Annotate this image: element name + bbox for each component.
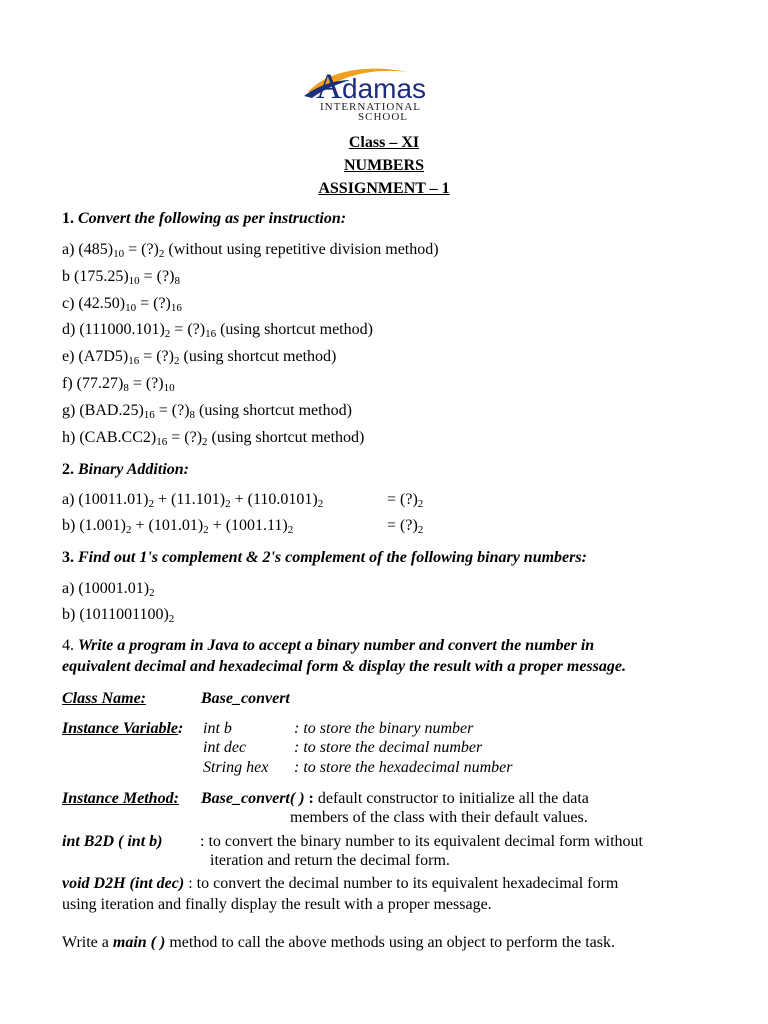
d2h-desc-2: using iteration and finally display the result with a proper message. [62,896,492,913]
d2h-method: void D2H (int dec) : to convert the decimal number to its equivalent hexadecimal form [62,875,619,892]
instance-method-label: Instance Method: [62,790,179,807]
instance-variable-desc: : to store the hexadecimal number [294,759,513,776]
svg-text:INTERNATIONAL: INTERNATIONAL [320,101,421,113]
constructor-desc-2: members of the class with their default values. [290,809,588,826]
question-4-line-2: equivalent decimal and hexadecimal form & display the result with a proper message. [62,658,626,675]
b2d-desc-2: iteration and return the decimal form. [210,852,450,869]
instance-variable-name: int dec [203,739,247,756]
question-1-item: f) $(77.27)_8$ = $(?)_{10}$ [62,375,175,394]
question-2-title: 2. Binary Addition: [62,461,189,478]
class-name-value: Base_convert [201,690,290,707]
question-3-title: 3. Find out 1's complement & 2's complement of the following binary numbers: [62,549,587,566]
instance-variable-name: String hex [203,759,269,776]
question-1-item: b $(175.25)_{10}$ = $(?)_8$ [62,268,180,287]
logo-swoosh-icon [298,62,474,122]
question-4-line-1: 4. Write a program in Java to accept a binary number and convert the number in [62,637,595,654]
question-1-title: 1. Convert the following as per instruction: [62,210,347,227]
question-3-item-a: a) $(10001.01)_2$ [62,580,155,599]
question-1-item: g) $(BAD.25)_{16}$ = $(?)_8$ (using shortcut method) [62,402,352,421]
instance-variable-desc: : to store the binary number [294,720,474,737]
svg-text:A: A [316,66,342,106]
class-heading: Class – XI [348,134,420,151]
question-2-item-b: b) $(1.001)_2 + (101.01)_2 + (1001.11)_2$ [62,517,294,536]
svg-text:SCHOOL: SCHOOL [358,111,409,122]
question-1-item: e) $(A7D5)_{16}$ = $(?)_2$ (using shortcut method) [62,348,337,367]
main-method-instruction: Write a main ( ) method to call the above methods using an object to perform the task. [62,934,616,951]
assignment-heading: ASSIGNMENT – 1 [318,180,450,197]
question-2-item-a: a) $(10011.01)_2 + (11.101)_2 + (110.0101)_2$ [62,491,324,510]
b2d-method: int B2D ( int b) [62,833,163,850]
instance-variable-name: int b [203,720,232,737]
question-2-result-b: = $(?)_2$ [387,517,424,536]
class-name-label: Class Name: [62,690,146,707]
constructor-line: Base_convert( ) : default constructor to initialize all the data [201,790,589,807]
question-1-item: c) $(42.50)_{10}$ = $(?)_{16}$ [62,295,182,314]
question-1-item: h) $(CAB.CC2)_{16}$ = $(?)_2$ (using shortcut method) [62,429,365,448]
subject-heading: NUMBERS [343,157,424,174]
question-1-item: a) $(485)_{10}$ = $(?)_2$ (without using repetitive division method) [62,241,439,260]
instance-variable-label: Instance Variable: [62,720,184,737]
b2d-desc-1: : to convert the binary number to its equivalent decimal form without [200,833,643,850]
question-1-item: d) $(111000.101)_2$ = $(?)_{16}$ (using shortcut method) [62,321,373,340]
instance-variable-desc: : to store the decimal number [294,739,483,756]
question-2-result-a: = $(?)_2$ [387,491,424,510]
question-3-item-b: b) $(1011001100)_2$ [62,606,175,625]
svg-text:damas: damas [342,73,427,104]
school-logo [298,62,474,122]
